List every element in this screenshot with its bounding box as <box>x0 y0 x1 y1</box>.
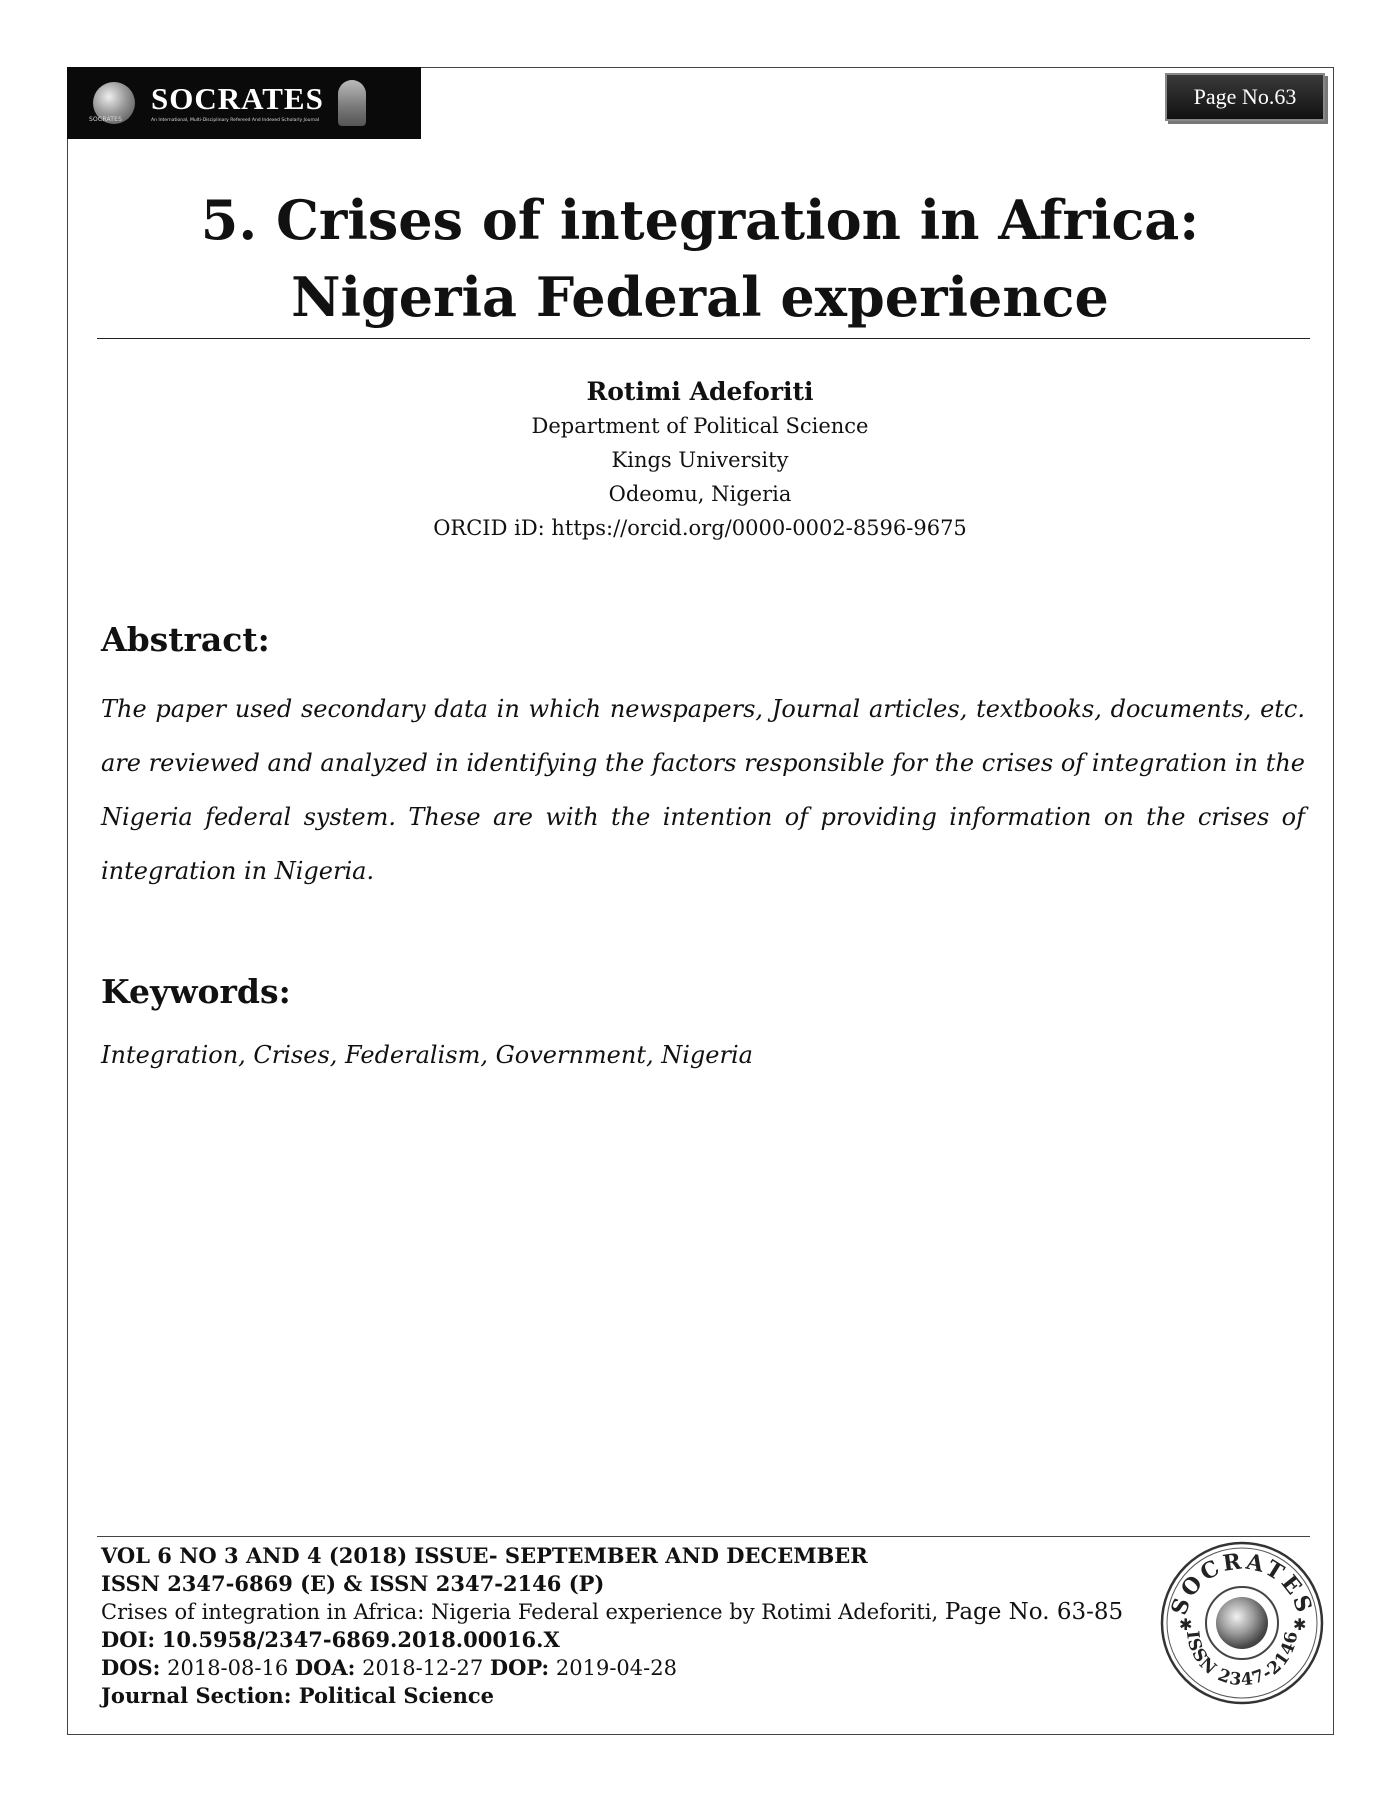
doi-value[interactable]: 10.5958/2347-6869.2018.00016.X <box>161 1627 560 1652</box>
affiliation-location: Odeomu, Nigeria <box>608 482 792 506</box>
doi-line[interactable] <box>101 1626 1141 1654</box>
brand-block <box>151 83 324 123</box>
title-divider <box>97 338 1310 339</box>
brand-tagline: An International, Multi-Disciplinary Refereed And Indexed Scholarly Journal <box>151 118 320 123</box>
dos-label: DOS: <box>101 1655 161 1680</box>
author-block <box>80 375 1320 545</box>
title-line-1: 5. Crises of integration in Africa: <box>200 188 1200 252</box>
dos-value: 2018-08-16 <box>167 1656 289 1680</box>
seal-star-left: ✱ <box>1179 1615 1193 1634</box>
dop-label: DOP: <box>489 1655 550 1680</box>
orcid-link[interactable]: ORCID iD: https://orcid.org/0000-0002-8596-9675 <box>433 516 967 540</box>
abstract-text: The paper used secondary data in which newspapers, Journal articles, textbooks, documents, etc. are reviewed and analyzed in identifying the factors responsible for the crises of integration in the Nigeria federal system. These are with the intention of providing information on the crises of integration in Nigeria. <box>101 695 1305 885</box>
doa-value: 2018-12-27 <box>362 1656 484 1680</box>
abstract-heading: Abstract: <box>101 620 270 659</box>
volume-info: VOL 6 NO 3 AND 4 (2018) ISSUE- SEPTEMBER AND DECEMBER <box>101 1543 868 1568</box>
author-name: Rotimi Adeforiti <box>586 377 814 406</box>
seal-bottom-text: ISSN 2347-2146 <box>1181 1629 1303 1691</box>
citation-footer <box>101 1542 1141 1710</box>
affiliation-university: Kings University <box>611 448 789 472</box>
socrates-portrait-icon <box>338 80 366 126</box>
journal-section: Journal Section: Political Science <box>101 1683 495 1708</box>
seal-star-right: ✱ <box>1293 1615 1307 1634</box>
citation-line <box>101 1598 1141 1626</box>
article-title <box>80 182 1320 336</box>
keywords-heading: Keywords: <box>101 972 291 1011</box>
page-range: Page No. 63-85 <box>944 1599 1124 1625</box>
affiliation-department: Department of Political Science <box>531 414 869 438</box>
globe-caption: SOCRATES <box>89 116 123 123</box>
seal-top-text: SOCRATES <box>1166 1548 1318 1619</box>
doi-label: DOI: <box>101 1627 156 1652</box>
doa-label: DOA: <box>294 1655 356 1680</box>
title-line-2: Nigeria Federal experience <box>291 265 1109 329</box>
page-number-badge: Page No.63 <box>1165 73 1325 121</box>
issn-info: ISSN 2347-6869 (E) & ISSN 2347-2146 (P) <box>101 1571 605 1596</box>
dates-line <box>101 1654 1141 1682</box>
journal-masthead <box>67 67 421 139</box>
citation-text: Crises of integration in Africa: Nigeria Federal experience by Rotimi Adeforiti, <box>101 1600 939 1624</box>
footer-divider <box>97 1536 1310 1537</box>
keywords-text: Integration, Crises, Federalism, Government, Nigeria <box>101 1041 753 1069</box>
journal-seal-icon <box>1157 1538 1327 1708</box>
brand-name: SOCRATES <box>151 81 324 116</box>
dop-value: 2019-04-28 <box>555 1656 677 1680</box>
